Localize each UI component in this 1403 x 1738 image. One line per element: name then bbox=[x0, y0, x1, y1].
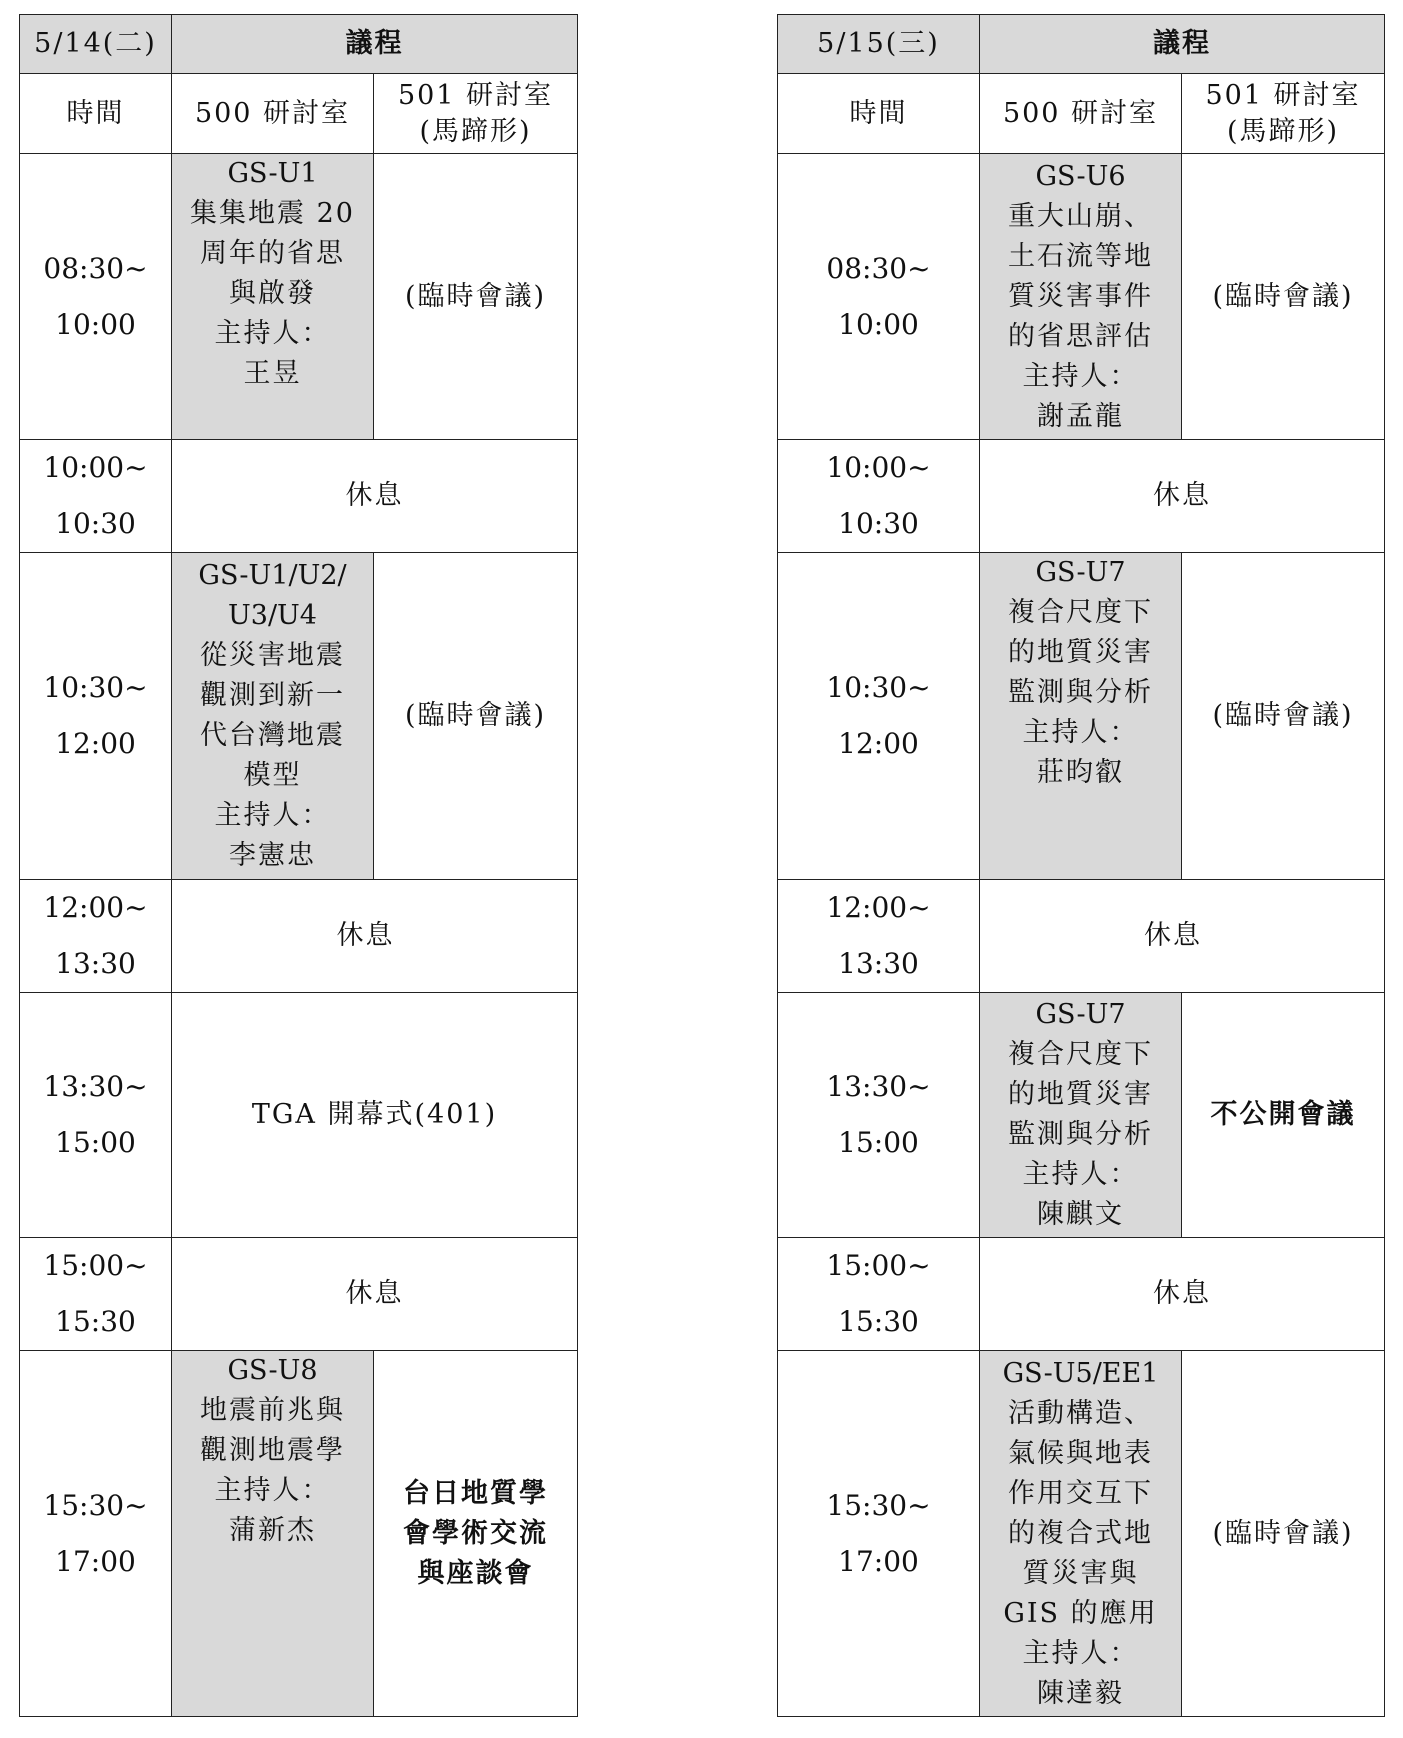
time-start: 12:00~ bbox=[826, 891, 931, 924]
session-title-line: 的地質災害 bbox=[1008, 1079, 1153, 1110]
time-end: 10:00 bbox=[838, 307, 919, 341]
session-row bbox=[778, 553, 1385, 880]
time-start: 08:30~ bbox=[43, 251, 148, 285]
session-cell-room501: (臨時會議) bbox=[1182, 154, 1385, 440]
host-name: 莊昀叡 bbox=[1037, 757, 1124, 788]
session-cell-room501: (臨時會議) bbox=[374, 553, 578, 880]
session-cell-room501 bbox=[1182, 993, 1385, 1238]
time-start: 10:00~ bbox=[43, 451, 148, 484]
session-row bbox=[778, 1351, 1385, 1717]
time-cell bbox=[20, 154, 172, 440]
session-title-line: 集集地震 20 bbox=[190, 198, 355, 229]
time-cell bbox=[778, 993, 980, 1238]
host-name: 王昱 bbox=[243, 358, 302, 389]
host-label: 主持人： bbox=[1022, 717, 1139, 748]
session-code: GS-U8 bbox=[227, 1355, 318, 1386]
time-start: 10:30~ bbox=[43, 671, 148, 704]
break-label: 休息 bbox=[172, 1238, 578, 1351]
session-title-line: 複合尺度下 bbox=[1008, 1039, 1153, 1070]
time-start: 10:30~ bbox=[826, 671, 931, 704]
break-label: 休息 bbox=[172, 880, 578, 993]
session-cell-room500 bbox=[172, 1351, 374, 1717]
host-name: 陳達毅 bbox=[1037, 1677, 1124, 1709]
session-title-line: 與啟發 bbox=[229, 278, 316, 309]
session-title-line: 重大山崩、 bbox=[1008, 200, 1153, 232]
time-cell bbox=[20, 1238, 172, 1351]
time-cell bbox=[778, 1238, 980, 1351]
session-title-line: 土石流等地 bbox=[1008, 240, 1153, 272]
col-room501-line1: 501 研討室 bbox=[397, 79, 554, 111]
session-cell-room500 bbox=[172, 553, 374, 880]
time-start: 10:00~ bbox=[826, 451, 931, 484]
session-title-line: 複合尺度下 bbox=[1008, 597, 1153, 628]
session-code: GS-U7 bbox=[1035, 557, 1126, 588]
time-start: 08:30~ bbox=[826, 251, 931, 285]
session-title-line: 氣候與地表 bbox=[1008, 1437, 1153, 1469]
time-end: 15:00 bbox=[55, 1126, 136, 1159]
host-label: 主持人： bbox=[214, 800, 331, 831]
time-start: 13:30~ bbox=[43, 1070, 148, 1103]
time-end: 12:00 bbox=[55, 727, 136, 760]
time-end: 12:00 bbox=[838, 727, 919, 760]
exchange-title-line: 與座談會 bbox=[417, 1557, 534, 1589]
col-room501 bbox=[1182, 74, 1385, 154]
session-cell-room501: (臨時會議) bbox=[374, 154, 578, 440]
header-row bbox=[20, 15, 578, 74]
break-label: 休息 bbox=[980, 1238, 1385, 1351]
time-cell bbox=[20, 880, 172, 993]
time-cell bbox=[778, 154, 980, 440]
time-start: 13:30~ bbox=[826, 1070, 931, 1103]
host-label: 主持人： bbox=[1022, 1637, 1139, 1669]
time-end: 13:30 bbox=[55, 947, 136, 980]
time-start: 15:00~ bbox=[826, 1249, 931, 1282]
host-name: 謝孟龍 bbox=[1037, 400, 1124, 432]
session-title-line: 的複合式地 bbox=[1008, 1517, 1153, 1549]
agenda-label: 議程 bbox=[172, 15, 578, 74]
time-end: 15:30 bbox=[838, 1305, 919, 1338]
time-end: 17:00 bbox=[55, 1544, 136, 1578]
session-title-line: 地震前兆與 bbox=[200, 1395, 345, 1426]
break-row bbox=[20, 1238, 578, 1351]
host-label: 主持人： bbox=[1022, 1159, 1139, 1190]
session-code: GS-U1 bbox=[227, 158, 318, 189]
host-label: 主持人： bbox=[1022, 360, 1139, 392]
host-name: 陳麒文 bbox=[1037, 1199, 1124, 1230]
session-code: GS-U6 bbox=[1035, 160, 1126, 192]
session-title-line: GIS 的應用 bbox=[1003, 1597, 1158, 1629]
col-time: 時間 bbox=[778, 74, 980, 154]
column-header-row bbox=[778, 74, 1385, 154]
session-title-line: 周年的省思 bbox=[200, 238, 345, 269]
session-row bbox=[20, 993, 578, 1238]
closed-meeting-label: 不公開會議 bbox=[1210, 1099, 1356, 1130]
time-start: 15:00~ bbox=[43, 1249, 148, 1282]
session-title-line: 代台灣地震 bbox=[200, 720, 345, 751]
header-row bbox=[778, 15, 1385, 74]
time-end: 15:30 bbox=[55, 1305, 136, 1338]
break-row bbox=[778, 440, 1385, 553]
break-row bbox=[778, 1238, 1385, 1351]
time-end: 13:30 bbox=[838, 947, 919, 980]
date-cell: 5/14(二) bbox=[20, 15, 172, 74]
session-cell-room500 bbox=[980, 154, 1182, 440]
column-header-row bbox=[20, 74, 578, 154]
date-cell: 5/15(三) bbox=[778, 15, 980, 74]
session-title-line: 從災害地震 bbox=[200, 640, 345, 671]
session-row bbox=[778, 993, 1385, 1238]
session-cell-room500 bbox=[172, 154, 374, 440]
agenda-label: 議程 bbox=[980, 15, 1385, 74]
session-title-line: 活動構造、 bbox=[1008, 1397, 1153, 1429]
session-row bbox=[778, 154, 1385, 440]
col-time: 時間 bbox=[20, 74, 172, 154]
session-row bbox=[20, 553, 578, 880]
schedule-table-day2 bbox=[777, 14, 1385, 1717]
time-cell bbox=[778, 880, 980, 993]
session-cell-room501: (臨時會議) bbox=[1182, 553, 1385, 880]
session-code: U3/U4 bbox=[228, 600, 317, 631]
col-room500: 500 研討室 bbox=[172, 74, 374, 154]
time-cell bbox=[20, 553, 172, 880]
time-end: 17:00 bbox=[838, 1544, 919, 1578]
break-row bbox=[778, 880, 1385, 993]
time-cell bbox=[20, 1351, 172, 1717]
time-cell bbox=[778, 440, 980, 553]
col-room500: 500 研討室 bbox=[980, 74, 1182, 154]
time-end: 15:00 bbox=[838, 1126, 919, 1159]
session-cell-room500 bbox=[980, 1351, 1182, 1717]
host-label: 主持人： bbox=[214, 1475, 331, 1506]
session-code: GS-U5/EE1 bbox=[1002, 1357, 1159, 1389]
session-title-line: 觀測到新一 bbox=[200, 680, 345, 711]
col-room501-line2: (馬蹄形) bbox=[1226, 115, 1340, 147]
break-label: 休息 bbox=[172, 440, 578, 553]
time-cell bbox=[20, 440, 172, 553]
session-row bbox=[20, 1351, 578, 1717]
break-row bbox=[20, 880, 578, 993]
host-label: 主持人： bbox=[214, 318, 331, 349]
session-title-line: 質災害事件 bbox=[1008, 280, 1153, 312]
time-end: 10:00 bbox=[55, 307, 136, 341]
break-row bbox=[20, 440, 578, 553]
session-title-line: 的省思評估 bbox=[1008, 320, 1153, 352]
session-title-line: 監測與分析 bbox=[1008, 677, 1153, 708]
session-title-line: 的地質災害 bbox=[1008, 637, 1153, 668]
schedule-table-day1 bbox=[19, 14, 578, 1717]
opening-ceremony: TGA 開幕式(401) bbox=[172, 993, 578, 1238]
session-row bbox=[20, 154, 578, 440]
session-cell-room501 bbox=[374, 1351, 578, 1717]
host-name: 李憲忠 bbox=[229, 840, 316, 871]
break-label: 休息 bbox=[980, 880, 1385, 993]
session-title-line: 監測與分析 bbox=[1008, 1119, 1153, 1150]
col-room501 bbox=[374, 74, 578, 154]
session-cell-room501: (臨時會議) bbox=[1182, 1351, 1385, 1717]
session-title-line: 模型 bbox=[243, 760, 302, 791]
time-start: 15:30~ bbox=[826, 1488, 931, 1522]
exchange-title-line: 會學術交流 bbox=[403, 1517, 548, 1549]
time-cell bbox=[778, 553, 980, 880]
time-end: 10:30 bbox=[838, 507, 919, 540]
time-cell bbox=[20, 993, 172, 1238]
exchange-title-line: 台日地質學 bbox=[403, 1477, 548, 1509]
session-title-line: 作用交互下 bbox=[1008, 1477, 1153, 1509]
session-code: GS-U1/U2/ bbox=[198, 560, 347, 591]
time-end: 10:30 bbox=[55, 507, 136, 540]
session-cell-room500 bbox=[980, 993, 1182, 1238]
time-start: 12:00~ bbox=[43, 891, 148, 924]
session-title-line: 質災害與 bbox=[1022, 1557, 1139, 1589]
session-cell-room500 bbox=[980, 553, 1182, 880]
time-cell bbox=[778, 1351, 980, 1717]
col-room501-line2: (馬蹄形) bbox=[419, 115, 532, 147]
col-room501-line1: 501 研討室 bbox=[1205, 79, 1361, 111]
break-label: 休息 bbox=[980, 440, 1385, 553]
time-start: 15:30~ bbox=[43, 1488, 148, 1522]
host-name: 蒲新杰 bbox=[229, 1515, 316, 1546]
session-title-line: 觀測地震學 bbox=[200, 1435, 345, 1466]
session-code: GS-U7 bbox=[1035, 999, 1126, 1030]
